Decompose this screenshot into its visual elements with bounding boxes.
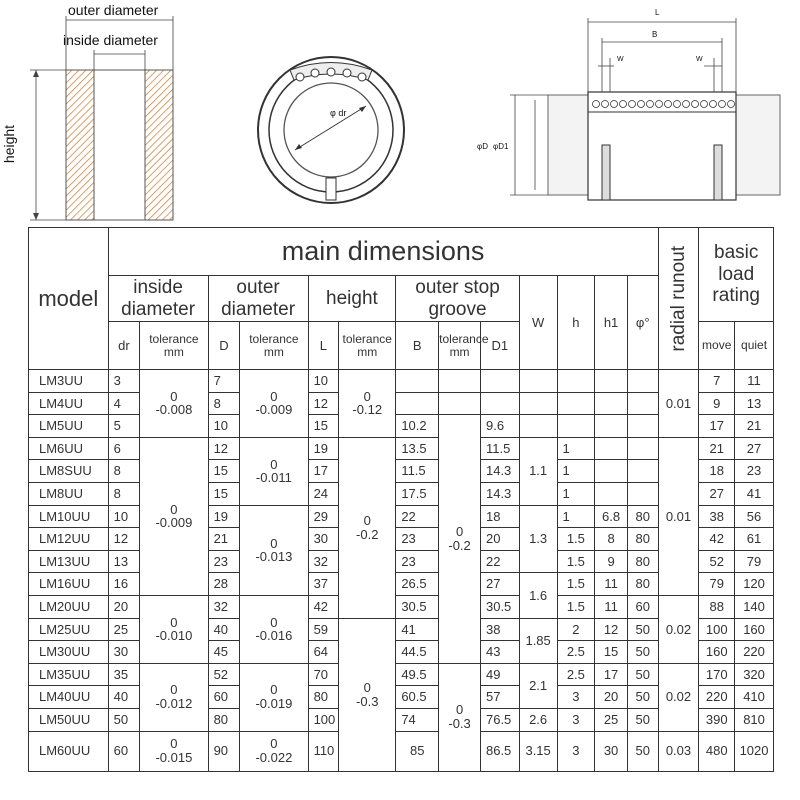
h-cell: 1 xyxy=(557,505,595,528)
h-cell: 2 xyxy=(557,618,595,641)
phi-header: φ° xyxy=(627,276,658,370)
dr-cell: 60 xyxy=(108,731,140,771)
move-cell: 220 xyxy=(699,686,735,709)
h-cell xyxy=(557,415,595,438)
dr-tolerance-cell: 0 -0.008 xyxy=(140,370,208,438)
d1-cell: 27 xyxy=(480,573,519,596)
b-cell: 23 xyxy=(396,528,439,551)
dr-label: φ dr xyxy=(330,108,347,118)
l-cell: 110 xyxy=(308,731,339,771)
length-label: L xyxy=(655,8,660,17)
bearing-end-view xyxy=(258,57,404,203)
l-cell: 64 xyxy=(308,641,339,664)
h1-cell: 11 xyxy=(595,595,628,618)
dr-header: dr xyxy=(108,322,140,370)
dr-cell: 5 xyxy=(108,415,140,438)
d-cell: 90 xyxy=(208,731,240,771)
d1-cell: 30.5 xyxy=(480,595,519,618)
d-cell: 28 xyxy=(208,573,240,596)
move-cell: 42 xyxy=(699,528,735,551)
b-cell: 41 xyxy=(396,618,439,641)
dr-cell: 35 xyxy=(108,663,140,686)
l-cell: 24 xyxy=(308,482,339,505)
bearing-side-view xyxy=(510,18,780,200)
move-header: move xyxy=(699,322,735,370)
model-cell: LM5UU xyxy=(29,415,109,438)
quiet-cell: 810 xyxy=(735,708,774,731)
quiet-cell: 11 xyxy=(735,370,774,393)
d-cell: 23 xyxy=(208,550,240,573)
phi-cell xyxy=(627,437,658,460)
move-cell: 27 xyxy=(699,482,735,505)
phi-cell: 50 xyxy=(627,708,658,731)
h1-cell xyxy=(595,415,628,438)
d-tolerance-cell: 0 -0.013 xyxy=(240,505,308,595)
b-cell: 60.5 xyxy=(396,686,439,709)
phi-cell: 80 xyxy=(627,550,658,573)
height-label: height xyxy=(1,124,18,164)
d-tolerance-cell: 0 -0.022 xyxy=(240,731,308,771)
d-cell: 40 xyxy=(208,618,240,641)
d-cell: 12 xyxy=(208,437,240,460)
dr-cell: 13 xyxy=(108,550,140,573)
w-cell: 1.1 xyxy=(519,437,557,505)
phi-cell xyxy=(627,460,658,483)
l-tolerance-cell: 0 -0.12 xyxy=(339,370,396,438)
b-cell: 17.5 xyxy=(396,482,439,505)
outer-diameter-label: outer diameter xyxy=(68,2,159,18)
h-header: h xyxy=(557,276,595,370)
quiet-cell: 61 xyxy=(735,528,774,551)
h1-cell: 12 xyxy=(595,618,628,641)
phi-cell xyxy=(627,370,658,393)
w-label-right: W xyxy=(696,56,703,63)
l-header: L xyxy=(308,322,339,370)
dr-cell: 10 xyxy=(108,505,140,528)
d1-cell: 14.3 xyxy=(480,460,519,483)
d1-cell xyxy=(480,370,519,393)
move-cell: 21 xyxy=(699,437,735,460)
d1-header: D1 xyxy=(480,322,519,370)
d1-label: φD1 xyxy=(493,142,509,151)
model-cell: LM8SUU xyxy=(29,460,109,483)
phi-cell: 80 xyxy=(627,573,658,596)
b-cell: 30.5 xyxy=(396,595,439,618)
l-cell: 10 xyxy=(308,370,339,393)
dr-cell: 16 xyxy=(108,573,140,596)
d-cell: 45 xyxy=(208,641,240,664)
move-cell: 160 xyxy=(699,641,735,664)
inside-diameter-header: inside diameter xyxy=(108,276,208,322)
phi-cell: 50 xyxy=(627,731,658,771)
quiet-cell: 410 xyxy=(735,686,774,709)
d1-cell: 76.5 xyxy=(480,708,519,731)
main-dimensions-header: main dimensions xyxy=(108,228,658,276)
h1-cell: 30 xyxy=(595,731,628,771)
b-cell: 13.5 xyxy=(396,437,439,460)
d1-cell: 11.5 xyxy=(480,437,519,460)
model-cell: LM12UU xyxy=(29,528,109,551)
dr-cell: 8 xyxy=(108,460,140,483)
dr-cell: 40 xyxy=(108,686,140,709)
h-cell: 3 xyxy=(557,708,595,731)
quiet-cell: 21 xyxy=(735,415,774,438)
dr-cell: 6 xyxy=(108,437,140,460)
model-cell: LM8UU xyxy=(29,482,109,505)
model-cell: LM30UU xyxy=(29,641,109,664)
l-cell: 37 xyxy=(308,573,339,596)
b-cell: 74 xyxy=(396,708,439,731)
dr-tolerance-cell: 0 -0.015 xyxy=(140,731,208,771)
l-cell: 12 xyxy=(308,392,339,415)
h-cell: 1 xyxy=(557,460,595,483)
phi-cell xyxy=(627,482,658,505)
l-cell: 80 xyxy=(308,686,339,709)
d1-cell: 38 xyxy=(480,618,519,641)
move-cell: 170 xyxy=(699,663,735,686)
b-cell: 26.5 xyxy=(396,573,439,596)
tolerance-header: tolerance mm xyxy=(439,322,481,370)
l-cell: 100 xyxy=(308,708,339,731)
w-cell: 2.1 xyxy=(519,663,557,708)
b-cell: 10.2 xyxy=(396,415,439,438)
move-cell: 38 xyxy=(699,505,735,528)
h-cell: 1.5 xyxy=(557,528,595,551)
move-cell: 7 xyxy=(699,370,735,393)
d-cell: 10 xyxy=(208,415,240,438)
b-tolerance-cell: 0 -0.3 xyxy=(439,663,481,771)
phi-cell: 60 xyxy=(627,595,658,618)
d1-cell: 9.6 xyxy=(480,415,519,438)
runout-cell: 0.02 xyxy=(658,595,699,663)
h-cell: 2.5 xyxy=(557,663,595,686)
w-label-left: W xyxy=(617,56,624,63)
phi-cell xyxy=(627,392,658,415)
dr-cell: 12 xyxy=(108,528,140,551)
dr-tolerance-cell: 0 -0.009 xyxy=(140,437,208,595)
d-cell: 60 xyxy=(208,686,240,709)
w-header: W xyxy=(519,276,557,370)
dr-cell: 50 xyxy=(108,708,140,731)
phi-cell: 50 xyxy=(627,663,658,686)
w-cell: 1.3 xyxy=(519,505,557,573)
model-cell: LM10UU xyxy=(29,505,109,528)
h1-header: h1 xyxy=(595,276,628,370)
b-cell: 85 xyxy=(396,731,439,771)
l-cell: 19 xyxy=(308,437,339,460)
d1-cell: 22 xyxy=(480,550,519,573)
outer-diameter-header: outer diameter xyxy=(208,276,308,322)
b-cell: 22 xyxy=(396,505,439,528)
h1-cell: 15 xyxy=(595,641,628,664)
d-tolerance-cell: 0 -0.016 xyxy=(240,595,308,663)
l-cell: 70 xyxy=(308,663,339,686)
phi-cell: 80 xyxy=(627,505,658,528)
model-cell: LM4UU xyxy=(29,392,109,415)
h-cell xyxy=(557,370,595,393)
move-cell: 100 xyxy=(699,618,735,641)
h-cell: 1.5 xyxy=(557,573,595,596)
l-cell: 32 xyxy=(308,550,339,573)
h1-cell: 9 xyxy=(595,550,628,573)
dr-cell: 8 xyxy=(108,482,140,505)
b-cell xyxy=(396,370,439,393)
d1-cell: 86.5 xyxy=(480,731,519,771)
h-cell: 3 xyxy=(557,731,595,771)
h1-cell xyxy=(595,460,628,483)
quiet-cell: 79 xyxy=(735,550,774,573)
table-row xyxy=(29,437,774,460)
model-cell: LM13UU xyxy=(29,550,109,573)
basic-load-rating-header: basic load rating xyxy=(699,228,774,322)
h-cell: 3 xyxy=(557,686,595,709)
w-cell xyxy=(519,370,557,393)
h-cell: 1.5 xyxy=(557,550,595,573)
phi-cell xyxy=(627,415,658,438)
d-tolerance-cell: 0 -0.009 xyxy=(240,370,308,438)
move-cell: 9 xyxy=(699,392,735,415)
table-row xyxy=(29,663,774,686)
quiet-cell: 320 xyxy=(735,663,774,686)
runout-cell: 0.03 xyxy=(658,731,699,771)
d1-cell: 14.3 xyxy=(480,482,519,505)
model-cell: LM40UU xyxy=(29,686,109,709)
w-cell: 3.15 xyxy=(519,731,557,771)
h1-cell xyxy=(595,392,628,415)
d-cell: 19 xyxy=(208,505,240,528)
d1-cell: 57 xyxy=(480,686,519,709)
model-cell: LM3UU xyxy=(29,370,109,393)
quiet-header: quiet xyxy=(735,322,774,370)
dr-cell: 25 xyxy=(108,618,140,641)
b-tolerance-cell xyxy=(439,392,481,415)
h1-cell xyxy=(595,482,628,505)
model-cell: LM35UU xyxy=(29,663,109,686)
move-cell: 18 xyxy=(699,460,735,483)
move-cell: 52 xyxy=(699,550,735,573)
h1-cell: 11 xyxy=(595,573,628,596)
d-cell: 15 xyxy=(208,482,240,505)
model-cell: LM20UU xyxy=(29,595,109,618)
quiet-cell: 160 xyxy=(735,618,774,641)
d-cell: 32 xyxy=(208,595,240,618)
phi-cell: 50 xyxy=(627,618,658,641)
l-cell: 29 xyxy=(308,505,339,528)
quiet-cell: 56 xyxy=(735,505,774,528)
l-cell: 15 xyxy=(308,415,339,438)
move-cell: 480 xyxy=(699,731,735,771)
d-cell: 52 xyxy=(208,663,240,686)
h1-cell: 20 xyxy=(595,686,628,709)
d-cell: 15 xyxy=(208,460,240,483)
dr-cell: 20 xyxy=(108,595,140,618)
quiet-cell: 120 xyxy=(735,573,774,596)
tolerance-header: tolerance mm xyxy=(240,322,308,370)
h-cell: 1 xyxy=(557,437,595,460)
b-cell: 44.5 xyxy=(396,641,439,664)
d1-cell: 43 xyxy=(480,641,519,664)
w-cell: 1.85 xyxy=(519,618,557,663)
tolerance-header: tolerance mm xyxy=(339,322,396,370)
model-cell: LM16UU xyxy=(29,573,109,596)
b-cell: 11.5 xyxy=(396,460,439,483)
table-row xyxy=(29,731,774,771)
d-cell: 21 xyxy=(208,528,240,551)
b-tolerance-cell xyxy=(439,370,481,393)
drawings-area xyxy=(0,0,800,226)
h-cell: 1.5 xyxy=(557,595,595,618)
dr-tolerance-cell: 0 -0.010 xyxy=(140,595,208,663)
move-cell: 88 xyxy=(699,595,735,618)
quiet-cell: 1020 xyxy=(735,731,774,771)
h1-cell: 25 xyxy=(595,708,628,731)
h1-cell xyxy=(595,370,628,393)
move-cell: 17 xyxy=(699,415,735,438)
d-cell: 80 xyxy=(208,708,240,731)
tolerance-header: tolerance mm xyxy=(140,322,208,370)
d-label: φD xyxy=(477,142,488,151)
h-cell: 2.5 xyxy=(557,641,595,664)
l-cell: 30 xyxy=(308,528,339,551)
dr-cell: 3 xyxy=(108,370,140,393)
d1-cell: 49 xyxy=(480,663,519,686)
dr-tolerance-cell: 0 -0.012 xyxy=(140,663,208,731)
b-label: B xyxy=(652,30,658,39)
inside-diameter-label: inside diameter xyxy=(63,32,158,48)
d-cell: 8 xyxy=(208,392,240,415)
model-cell: LM50UU xyxy=(29,708,109,731)
d-cell: 7 xyxy=(208,370,240,393)
d1-cell: 20 xyxy=(480,528,519,551)
model-cell: LM60UU xyxy=(29,731,109,771)
height-header: height xyxy=(308,276,396,322)
quiet-cell: 13 xyxy=(735,392,774,415)
runout-cell: 0.01 xyxy=(658,437,699,595)
b-tolerance-cell: 0 -0.2 xyxy=(439,415,481,664)
w-cell xyxy=(519,392,557,415)
h-cell xyxy=(557,392,595,415)
dr-cell: 4 xyxy=(108,392,140,415)
move-cell: 390 xyxy=(699,708,735,731)
w-cell: 2.6 xyxy=(519,708,557,731)
d1-cell xyxy=(480,392,519,415)
runout-cell: 0.02 xyxy=(658,663,699,731)
model-cell: LM6UU xyxy=(29,437,109,460)
quiet-cell: 23 xyxy=(735,460,774,483)
d-tolerance-cell: 0 -0.011 xyxy=(240,437,308,505)
quiet-cell: 27 xyxy=(735,437,774,460)
l-cell: 17 xyxy=(308,460,339,483)
b-cell: 23 xyxy=(396,550,439,573)
h1-cell xyxy=(595,437,628,460)
h1-cell: 17 xyxy=(595,663,628,686)
move-cell: 79 xyxy=(699,573,735,596)
d1-cell: 18 xyxy=(480,505,519,528)
table-row xyxy=(29,595,774,618)
w-cell xyxy=(519,415,557,438)
h1-cell: 6.8 xyxy=(595,505,628,528)
b-header: B xyxy=(396,322,439,370)
runout-cell: 0.01 xyxy=(658,370,699,438)
d-header: D xyxy=(208,322,240,370)
dimensions-table xyxy=(28,227,774,772)
dr-cell: 30 xyxy=(108,641,140,664)
radial-runout-header: radial runout xyxy=(658,228,699,370)
phi-cell: 50 xyxy=(627,641,658,664)
quiet-cell: 140 xyxy=(735,595,774,618)
table-row xyxy=(29,370,774,393)
l-tolerance-cell: 0 -0.3 xyxy=(339,618,396,771)
quiet-cell: 220 xyxy=(735,641,774,664)
b-cell xyxy=(396,392,439,415)
h1-cell: 8 xyxy=(595,528,628,551)
d-tolerance-cell: 0 -0.019 xyxy=(240,663,308,731)
w-cell: 1.6 xyxy=(519,573,557,618)
model-cell: LM25UU xyxy=(29,618,109,641)
l-cell: 59 xyxy=(308,618,339,641)
model-header: model xyxy=(29,228,109,370)
phi-cell: 50 xyxy=(627,686,658,709)
h-cell: 1 xyxy=(557,482,595,505)
phi-cell: 80 xyxy=(627,528,658,551)
quiet-cell: 41 xyxy=(735,482,774,505)
b-cell: 49.5 xyxy=(396,663,439,686)
l-tolerance-cell: 0 -0.2 xyxy=(339,437,396,618)
outer-stop-groove-header: outer stop groove xyxy=(396,276,519,322)
l-cell: 42 xyxy=(308,595,339,618)
